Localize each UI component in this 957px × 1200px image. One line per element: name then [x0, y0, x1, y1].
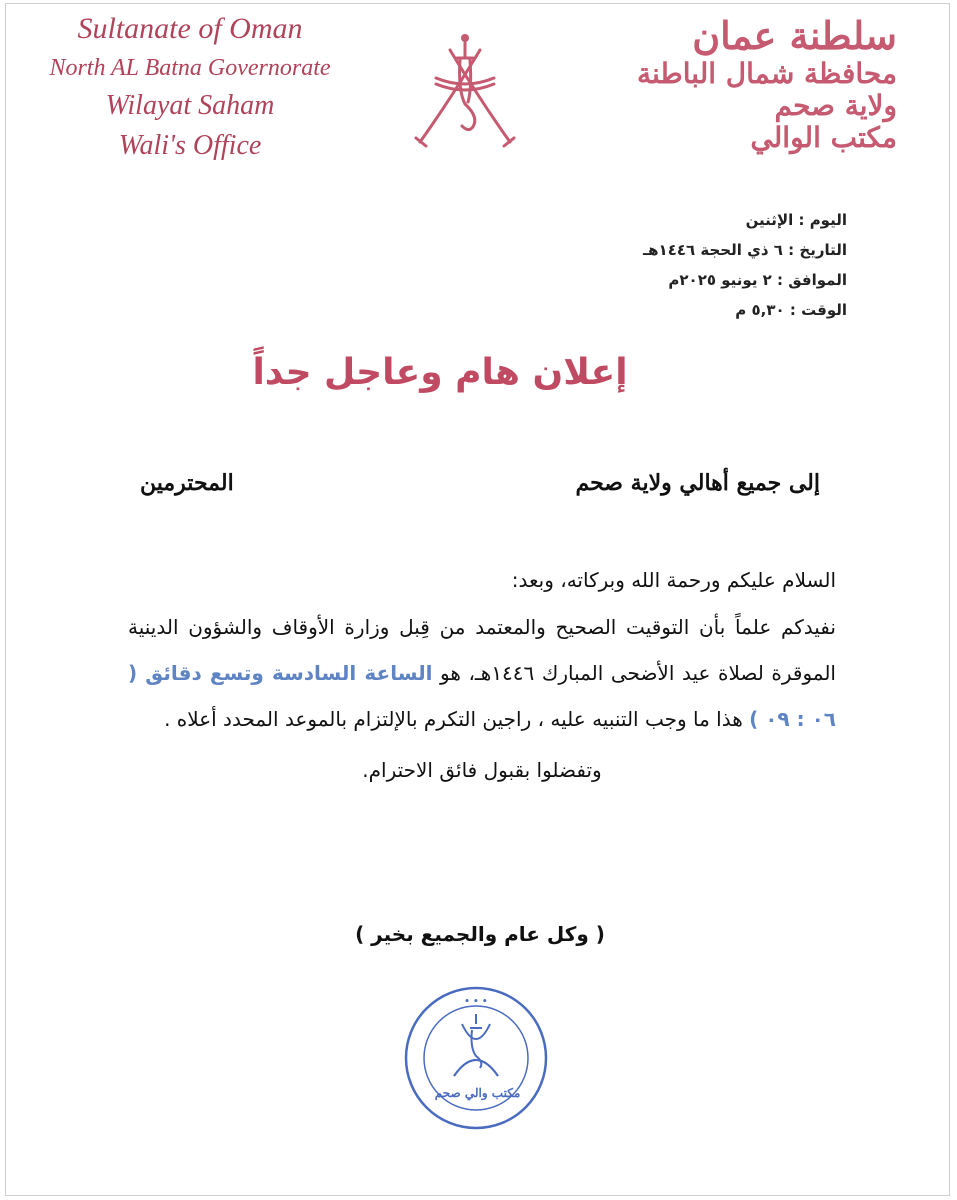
greeting: السلام عليكم ورحمة الله وبركاته، وبعد:: [511, 568, 836, 592]
document-meta: [547, 205, 847, 325]
main-paragraph: [128, 604, 836, 742]
closing-line: وتفضلوا بقبول فائق الاحترام.: [362, 758, 602, 782]
signoff: ( وكل عام والجميع بخير ): [355, 922, 605, 946]
arabic-wilayat: ولاية صحم: [774, 88, 897, 122]
svg-text:∙ ∙ ∙: ∙ ∙ ∙: [464, 994, 488, 1007]
meta-gregorian-date: الموافق : ٢ يونيو ٢٠٢٥م: [668, 271, 847, 289]
english-office: Wali's Office: [118, 130, 262, 161]
meta-day: اليوم : الإثنين: [745, 211, 847, 229]
announcement-title: إعلان هام وعاجل جداً: [252, 352, 628, 393]
recipient-line: [140, 470, 820, 510]
english-country: Sultanate of Oman: [77, 12, 303, 45]
stamp-signature: مكتب والي صحم: [434, 1086, 521, 1100]
letter-body: [128, 556, 836, 792]
english-wilayat: Wilayat Saham: [105, 90, 275, 121]
english-letterhead: [30, 10, 350, 160]
paragraph-end: هذا ما وجب التنبيه عليه ، راجين التكرم بالإلتزام بالموعد المحدد أعلاه .: [164, 707, 750, 731]
meta-hijri-date: التاريخ : ٦ ذي الحجة ١٤٤٦هـ: [643, 241, 847, 259]
english-governorate: North AL Batna Governorate: [49, 55, 331, 81]
meta-time: الوقت : ٥,٣٠ م: [735, 301, 847, 319]
prayer-time-highlight: الساعة السادسة وتسع دقائق ( ٠٦ : ٠٩ ): [128, 661, 836, 731]
recipient-honorific: المحترمين: [140, 470, 234, 496]
arabic-governorate: محافظة شمال الباطنة: [636, 56, 897, 90]
official-stamp-icon: [402, 984, 550, 1132]
paragraph-start: نفيدكم علماً بأن التوقيت الصحيح والمعتمد من قِبل وزارة الأوقاف والشؤون الدينية الموقرة لصلاة عيد الأضحى المبارك ١٤٤٦هـ، هو: [128, 615, 836, 685]
arabic-country: سلطنة عمان: [692, 13, 897, 58]
arabic-office: مكتب الوالي: [750, 121, 897, 155]
khanjar-emblem-icon: [410, 30, 520, 150]
recipient-to: إلى جميع أهالي ولاية صحم: [575, 470, 820, 496]
arabic-letterhead: [597, 14, 897, 154]
